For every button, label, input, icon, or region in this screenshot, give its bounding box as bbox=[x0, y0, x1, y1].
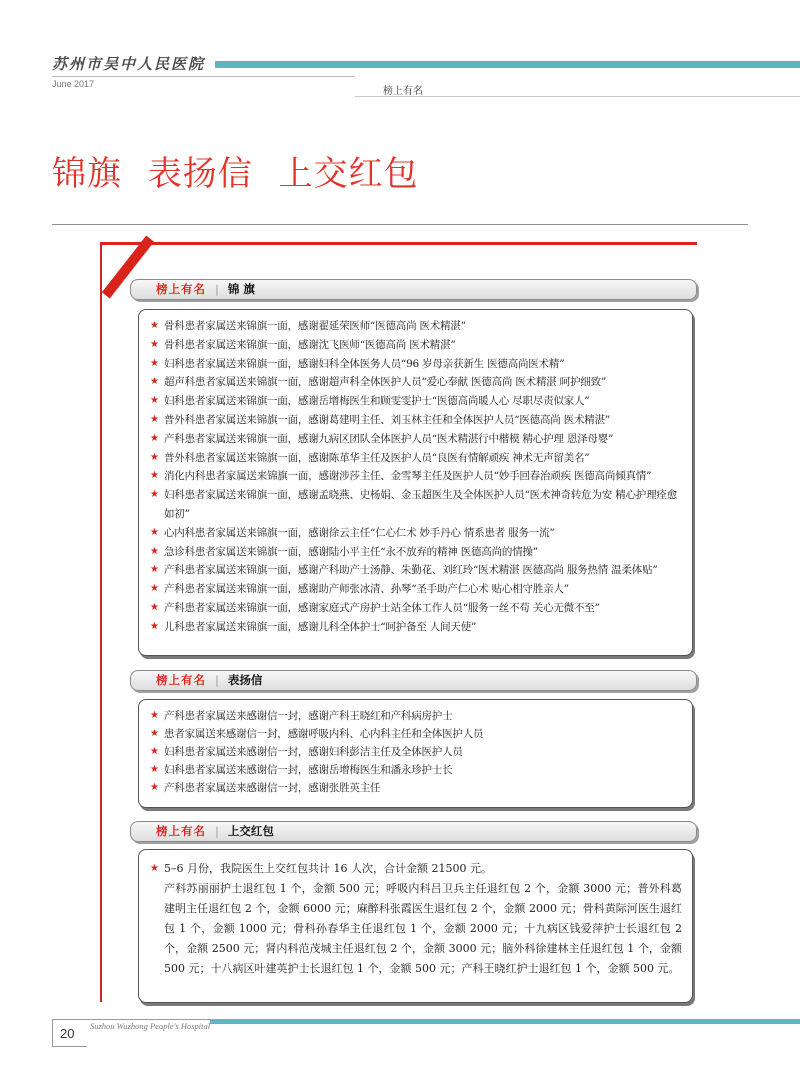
list-item bbox=[139, 336, 684, 355]
list-item-text: 产科患者家属送来锦旗一面，感谢助产师张冰清、孙琴“圣手助产仁心术 贴心相守胜亲人” bbox=[164, 583, 569, 596]
list-item bbox=[139, 467, 684, 486]
page-number: 20 bbox=[60, 1026, 75, 1041]
list-item-text: 妇科患者家属送来感谢信一封，感谢岳增梅医生和潘永珍护士长 bbox=[164, 764, 453, 776]
section-separator: | bbox=[215, 282, 219, 296]
list-item bbox=[139, 779, 684, 797]
star-icon: ★ bbox=[150, 489, 159, 501]
red-envelopes-box bbox=[138, 849, 693, 1003]
star-icon: ★ bbox=[150, 764, 159, 775]
red-envelopes-content bbox=[139, 850, 692, 979]
section-name: 上交红包 bbox=[227, 824, 274, 838]
list-item-text: 产科患者家属送来感谢信一封，感谢张胜英主任 bbox=[164, 782, 381, 794]
list-item bbox=[139, 761, 684, 779]
list-item bbox=[139, 392, 684, 411]
list-item bbox=[139, 486, 684, 524]
list-item bbox=[139, 725, 684, 743]
list-item bbox=[139, 580, 684, 599]
page-title: 锦旗 表扬信 上交红包 bbox=[52, 154, 419, 194]
section-header-letters bbox=[130, 670, 697, 691]
list-item bbox=[139, 430, 684, 449]
list-item bbox=[139, 543, 684, 562]
list-item-text: 产科患者家属送来锦旗一面，感谢产科助产士汤静、朱勤花、刘红玲“医术精湛 医德高尚 服务热情 温柔体贴” bbox=[164, 564, 658, 577]
letters-list bbox=[139, 700, 692, 797]
star-icon: ★ bbox=[150, 728, 159, 739]
list-item-text: 产科患者家属送来锦旗一面，感谢家庭式产房护士站全体工作人员“服务一丝不苟 关心无微不至” bbox=[164, 601, 600, 614]
banners-list bbox=[139, 310, 692, 637]
list-item-text: 急诊科患者家属送来锦旗一面，感谢陆小平主任“永不放弃的精神 医德高尚的情操” bbox=[164, 545, 538, 558]
section-label: 榜上有名 bbox=[156, 673, 206, 687]
star-icon: ★ bbox=[150, 395, 159, 407]
star-icon: ★ bbox=[150, 583, 159, 595]
section-name: 表扬信 bbox=[227, 673, 263, 687]
list-item-text: 普外科患者家属送来锦旗一面，感谢陈革华主任及医护人员“良医有情解顽疾 神术无声留美名” bbox=[164, 451, 590, 464]
section-label: 榜上有名 bbox=[156, 282, 206, 296]
star-icon: ★ bbox=[150, 376, 159, 388]
header-divider bbox=[52, 76, 355, 77]
list-item-text: 心内科患者家属送来锦旗一面，感谢徐云主任“仁心仁术 妙手丹心 情系患者 服务一流” bbox=[164, 526, 555, 539]
star-icon: ★ bbox=[150, 526, 159, 538]
list-item-text: 产科患者家属送来锦旗一面，感谢九病区团队全体医护人员“医术精湛行中楷模 精心护理 恩泽母婴” bbox=[164, 432, 614, 445]
section-label: 榜上有名 bbox=[156, 824, 206, 838]
star-icon: ★ bbox=[150, 470, 159, 482]
list-item bbox=[139, 355, 684, 374]
list-item-text: 消化内科患者家属送来锦旗一面，感谢涉莎主任、金雪琴主任及医护人员“妙手回春治顽疾 医德高尚倾真情” bbox=[164, 470, 652, 483]
star-icon: ★ bbox=[150, 564, 159, 576]
list-item-text: 患者家属送来感谢信一封，感谢呼吸内科、心内科主任和全体医护人员 bbox=[164, 728, 484, 740]
star-icon: ★ bbox=[150, 357, 159, 369]
star-icon: ★ bbox=[150, 710, 159, 721]
list-item bbox=[139, 373, 684, 392]
footer-hospital-name: Suzhou Wuzhong People's Hospital bbox=[90, 1021, 211, 1031]
section-separator: | bbox=[215, 824, 219, 838]
list-item-text: 妇科患者家属送来锦旗一面，感谢岳增梅医生和顾雯雯护士“医德高尚暖人心 尽职尽责似家人” bbox=[164, 395, 590, 408]
list-item-text: 妇科患者家属送来锦旗一面，感谢孟晓燕、史杨娟、金玉超医生及全体医护人员“医术神奇转危为安 精心护理痊愈如初” bbox=[164, 489, 678, 520]
star-icon: ★ bbox=[150, 601, 159, 613]
star-icon: ★ bbox=[150, 782, 159, 793]
issue-date: June 2017 bbox=[52, 79, 95, 89]
red-frame-top bbox=[100, 242, 697, 245]
list-item bbox=[139, 411, 684, 430]
section-header-banners bbox=[130, 279, 697, 300]
star-icon: ★ bbox=[150, 620, 159, 632]
star-icon: ★ bbox=[150, 863, 159, 874]
list-item bbox=[139, 618, 684, 637]
list-item-text: 普外科患者家属送来锦旗一面，感谢葛建明主任、刘玉林主任和全体医护人员“医德高尚 医术精湛” bbox=[164, 413, 611, 426]
red-envelopes-detail: 产科苏丽丽护士退红包 1 个，金额 500 元；呼吸内科吕卫兵主任退红包 2 个，金额 3000 元；普外科葛建明主任退红包 2 个，金额 6000 元；麻醉科张霞医生退红包 2 个，金额 2000 元；骨科黄际河医生退红包 1 个，金额 1000 元；骨科孙春华主任退红包 1 个，金额 2000 元；十九病区钱爱萍护士长退红包 2 个，金额 2500 元；肾内科范茂城主任退红包 2 个，金额 3000 元；脑外科徐建林主任退红包 1 个，金额 500 元；十八病区叶建英护士长退红包 1 个，金额 500 元；产科王晓红护士退红包 1 个，金额 500 元。 bbox=[164, 882, 682, 975]
list-item-text: 骨科患者家属送来锦旗一面，感谢沈飞医师“医德高尚 医术精湛” bbox=[164, 338, 456, 351]
list-item-text: 骨科患者家属送来锦旗一面，感谢翟延荣医师“医德高尚 医术精湛” bbox=[164, 320, 466, 332]
list-item bbox=[139, 561, 684, 580]
list-item bbox=[139, 707, 684, 725]
running-section-title: 榜上有名 bbox=[383, 86, 423, 97]
list-item-text: 妇科患者家属送来锦旗一面，感谢妇科全体医务人员“96 岁母亲获新生 医德高尚医术精” bbox=[164, 357, 565, 370]
list-item bbox=[139, 524, 684, 543]
footer-teal-bar bbox=[210, 1019, 800, 1024]
title-rule bbox=[52, 224, 748, 225]
list-item bbox=[139, 317, 684, 336]
section-name: 锦 旗 bbox=[227, 282, 255, 296]
list-item-text: 产科患者家属送来感谢信一封，感谢产科王晓红和产科病房护士 bbox=[164, 710, 453, 722]
star-icon: ★ bbox=[150, 338, 159, 350]
star-icon: ★ bbox=[150, 320, 159, 331]
section-separator: | bbox=[215, 673, 219, 687]
star-icon: ★ bbox=[150, 432, 159, 444]
list-item bbox=[139, 743, 684, 761]
list-item bbox=[139, 599, 684, 618]
list-item-text: 超声科患者家属送来锦旗一面，感谢超声科全体医护人员“爱心奉献 医德高尚 医术精湛 呵护细致” bbox=[164, 376, 607, 389]
header-teal-bar bbox=[215, 61, 800, 68]
list-item bbox=[139, 449, 684, 468]
letters-box bbox=[138, 699, 693, 808]
star-icon: ★ bbox=[150, 746, 159, 757]
hospital-name: 苏州市吴中人民医院 bbox=[52, 55, 206, 73]
red-frame-left bbox=[100, 242, 102, 1002]
section-header-red-envelopes bbox=[130, 821, 697, 842]
star-icon: ★ bbox=[150, 413, 159, 425]
red-envelopes-summary: 5–6 月份，我院医生上交红包共计 16 人次，合计金额 21500 元。 bbox=[164, 862, 492, 875]
banners-box bbox=[138, 309, 693, 656]
list-item-text: 妇科患者家属送来感谢信一封，感谢妇科彭洁主任及全体医护人员 bbox=[164, 746, 463, 758]
star-icon: ★ bbox=[150, 451, 159, 463]
list-item-text: 儿科患者家属送来锦旗一面，感谢儿科全体护士“呵护备至 人间天使” bbox=[164, 620, 477, 633]
star-icon: ★ bbox=[150, 545, 159, 557]
